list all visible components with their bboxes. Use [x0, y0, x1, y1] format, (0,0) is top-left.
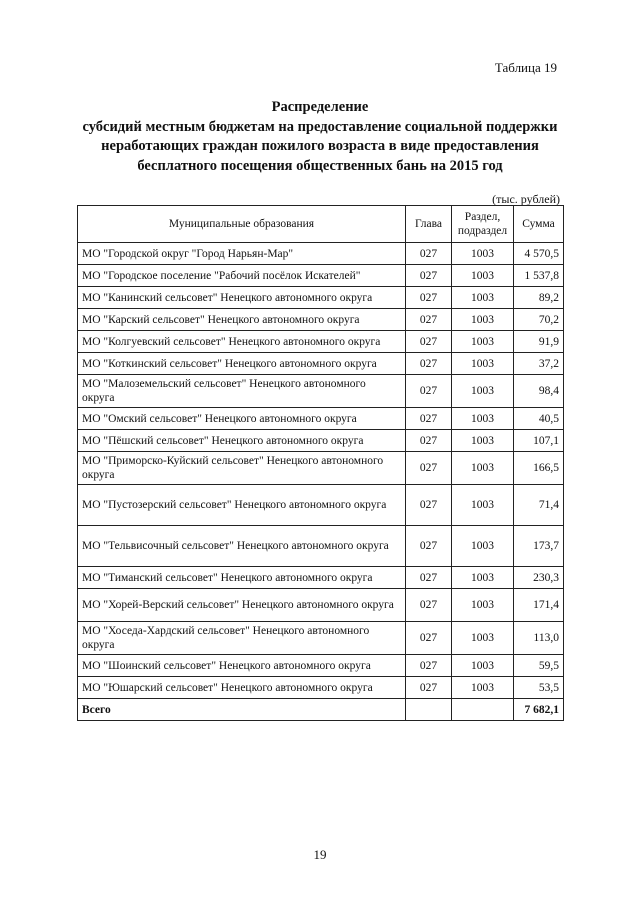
sum-cell: 71,4	[514, 485, 564, 526]
municipality-cell: МО "Омский сельсовет" Ненецкого автономного округа	[78, 408, 406, 430]
municipality-cell: МО "Пустозерский сельсовет" Ненецкого автономного округа	[78, 485, 406, 526]
sum-cell: 107,1	[514, 430, 564, 452]
municipality-cell: МО "Юшарский сельсовет" Ненецкого автономного округа	[78, 677, 406, 699]
sum-cell: 91,9	[514, 331, 564, 353]
sum-cell: 89,2	[514, 287, 564, 309]
table-row	[78, 452, 564, 485]
municipality-cell: МО "Карский сельсовет" Ненецкого автономного округа	[78, 309, 406, 331]
table-row	[78, 287, 564, 309]
chapter-cell: 027	[406, 430, 452, 452]
municipality-cell: МО "Тиманский сельсовет" Ненецкого автономного округа	[78, 567, 406, 589]
section-cell: 1003	[452, 485, 514, 526]
table-row	[78, 589, 564, 622]
section-cell: 1003	[452, 526, 514, 567]
total-section-cell	[452, 699, 514, 721]
table-row	[78, 526, 564, 567]
chapter-cell: 027	[406, 353, 452, 375]
section-cell: 1003	[452, 265, 514, 287]
section-cell: 1003	[452, 353, 514, 375]
column-header-sum: Сумма	[514, 206, 564, 243]
title-line: Распределение	[271, 99, 369, 115]
chapter-cell: 027	[406, 243, 452, 265]
total-chapter-cell	[406, 699, 452, 721]
table-row	[78, 408, 564, 430]
sum-cell: 171,4	[514, 589, 564, 622]
section-cell: 1003	[452, 309, 514, 331]
section-cell: 1003	[452, 287, 514, 309]
column-header-chapter: Глава	[406, 206, 452, 243]
table-row	[78, 331, 564, 353]
municipality-cell: МО "Тельвисочный сельсовет" Ненецкого автономного округа	[78, 526, 406, 567]
municipality-cell: МО "Канинский сельсовет" Ненецкого автономного округа	[78, 287, 406, 309]
chapter-cell: 027	[406, 265, 452, 287]
chapter-cell: 027	[406, 375, 452, 408]
section-cell: 1003	[452, 375, 514, 408]
chapter-cell: 027	[406, 287, 452, 309]
sum-cell: 113,0	[514, 622, 564, 655]
table-row	[78, 243, 564, 265]
section-cell: 1003	[452, 589, 514, 622]
total-row	[78, 699, 564, 721]
municipality-cell: МО "Пёшский сельсовет" Ненецкого автономного округа	[78, 430, 406, 452]
municipality-cell: МО "Коткинский сельсовет" Ненецкого автономного округа	[78, 353, 406, 375]
table-row	[78, 375, 564, 408]
sum-cell: 98,4	[514, 375, 564, 408]
section-cell: 1003	[452, 430, 514, 452]
section-cell: 1003	[452, 567, 514, 589]
municipality-cell: МО "Малоземельский сельсовет" Ненецкого автономного округа	[78, 375, 406, 408]
chapter-cell: 027	[406, 452, 452, 485]
sum-cell: 173,7	[514, 526, 564, 567]
sum-cell: 1 537,8	[514, 265, 564, 287]
table-row	[78, 485, 564, 526]
table-header-row	[78, 206, 564, 243]
sum-cell: 37,2	[514, 353, 564, 375]
table-body	[78, 243, 564, 699]
sum-cell: 230,3	[514, 567, 564, 589]
column-header-municipality: Муниципальные образования	[78, 206, 406, 243]
section-cell: 1003	[452, 243, 514, 265]
column-header-section: Раздел, подраздел	[452, 206, 514, 243]
section-cell: 1003	[452, 622, 514, 655]
municipality-cell: МО "Хорей-Верский сельсовет" Ненецкого автономного округа	[78, 589, 406, 622]
section-cell: 1003	[452, 331, 514, 353]
chapter-cell: 027	[406, 655, 452, 677]
total-label: Всего	[78, 699, 406, 721]
page-number: 19	[313, 847, 327, 862]
municipality-cell: МО "Приморско-Куйский сельсовет" Ненецкого автономного округа	[78, 452, 406, 485]
table-label: Таблица 19	[494, 60, 557, 75]
table-row	[78, 353, 564, 375]
sum-cell: 53,5	[514, 677, 564, 699]
section-cell: 1003	[452, 677, 514, 699]
title-line: неработающих граждан пожилого возраста в виде предоставления	[101, 138, 539, 154]
chapter-cell: 027	[406, 408, 452, 430]
sum-cell: 166,5	[514, 452, 564, 485]
chapter-cell: 027	[406, 589, 452, 622]
chapter-cell: 027	[406, 622, 452, 655]
table-row	[78, 309, 564, 331]
municipality-cell: МО "Городское поселение "Рабочий посёлок Искателей"	[78, 265, 406, 287]
sum-cell: 40,5	[514, 408, 564, 430]
chapter-cell: 027	[406, 309, 452, 331]
chapter-cell: 027	[406, 331, 452, 353]
table-row	[78, 265, 564, 287]
title-line: бесплатного посещения общественных бань на 2015 год	[137, 157, 503, 174]
municipality-cell: МО "Хоседа-Хардский сельсовет" Ненецкого автономного округа	[78, 622, 406, 655]
table-row	[78, 622, 564, 655]
municipality-cell: МО "Городской округ "Город Нарьян-Мар"	[78, 243, 406, 265]
section-cell: 1003	[452, 408, 514, 430]
units-note: (тыс. рублей)	[492, 192, 560, 206]
table-row	[78, 430, 564, 452]
sum-cell: 59,5	[514, 655, 564, 677]
municipality-cell: МО "Шоинский сельсовет" Ненецкого автономного округа	[78, 655, 406, 677]
chapter-cell: 027	[406, 485, 452, 526]
chapter-cell: 027	[406, 567, 452, 589]
title-line: субсидий местным бюджетам на предоставление социальной поддержки	[82, 118, 558, 135]
section-cell: 1003	[452, 655, 514, 677]
subsidy-table	[77, 205, 564, 721]
document-title	[60, 98, 580, 176]
total-sum: 7 682,1	[514, 699, 564, 721]
municipality-cell: МО "Колгуевский сельсовет" Ненецкого автономного округа	[78, 331, 406, 353]
chapter-cell: 027	[406, 677, 452, 699]
chapter-cell: 027	[406, 526, 452, 567]
sum-cell: 4 570,5	[514, 243, 564, 265]
section-cell: 1003	[452, 452, 514, 485]
sum-cell: 70,2	[514, 309, 564, 331]
table-row	[78, 677, 564, 699]
table-row	[78, 655, 564, 677]
table-row	[78, 567, 564, 589]
